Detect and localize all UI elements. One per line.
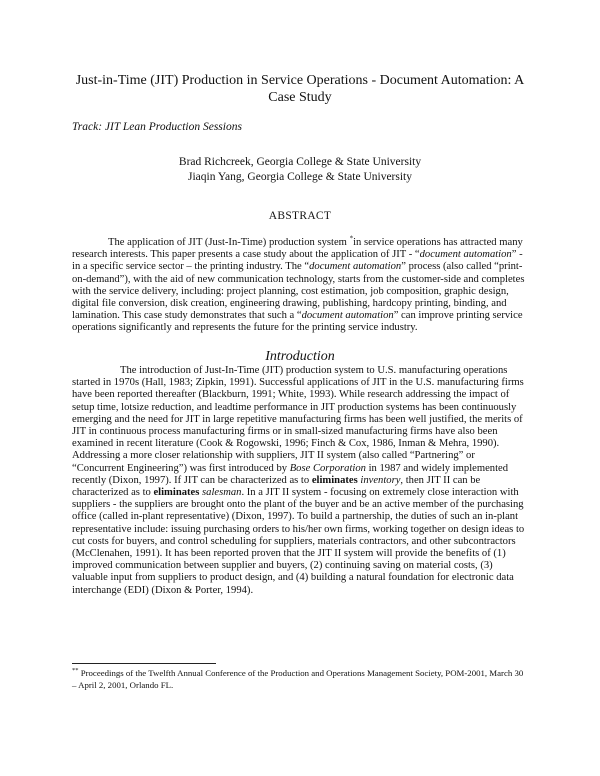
abstract-text-5: ” can improve printing service operations significantly and represents the future for the printing service industry. — [72, 310, 523, 334]
introduction-heading: Introduction — [265, 349, 335, 364]
intro-text-4: , then JIT II can be characterized as to — [72, 474, 481, 499]
footnote-divider — [72, 663, 216, 664]
author-line-1: Brad Richcreek, Georgia College & State University — [178, 156, 422, 168]
intro-emphasis-salesman: salesman — [202, 487, 242, 499]
intro-text-2: in 1987 and widely implemented recently (Dixon, 1997). If JIT can be characterized as to — [72, 462, 509, 486]
abstract-paragraph — [72, 234, 528, 335]
author-block — [72, 155, 528, 185]
abstract-emphasis-1: document automation — [419, 249, 512, 261]
author-line-2: Jiaqin Yang, Georgia College & State University — [187, 171, 412, 183]
introduction-paragraph — [72, 365, 528, 597]
abstract-text-3: ” - in a specific service sector – the printing industry. The “ — [72, 249, 523, 273]
track-label: Track: JIT Lean Production Sessions — [72, 121, 242, 133]
abstract-text-2: in service operations has attracted many research interests. This paper presents a case study about the application of JIT - “ — [72, 237, 523, 261]
intro-text-6: . In a JIT II system - focusing on extremely close interaction with suppliers - the suppliers are brought onto the plant of the buyer and be an active member of the purchasing office (called in-plant representative) (Dixon, 1997). To build a partnership, the duties of such an in-plant representative include: issuing purchasing orders to his/her own firms, working together on design ideas to cut costs for buyers, and control scheduling for suppliers, materials contractors, and other subcontractors (McClenahen, 1991). It has been reported proven that the JIT II system will provide the benefits of (1) improved communication between supplier and buyers, (2) continuing saving on material costs, (3) valuable input from suppliers to product design, and (4) building a natural foundation for electronic data interchange (EDI) (Dixon & Porter, 1994). — [72, 487, 525, 596]
intro-emphasis-bose: Bose Corporation — [289, 462, 366, 474]
intro-emphasis-inventory: inventory — [360, 474, 401, 486]
intro-text-1: The introduction of Just-In-Time (JIT) production system to U.S. manufacturing operations started in 1970s (Hall, 1983; Zipkin, 1991). Successful applications of JIT in the U.S. manufacturing firms have been reported thereafter (Blackburn, 1991; White, 1993). While research addressing the impact of setup time, lotsize reduction, and leadtime performance in JIT production systems has been continuously emerging and the need for JIT in large repetitive manufacturing firms has been well justified, the merits of JIT in continuous process manufacturing firms or in small-sized manufacturing firms have also been examined in recent literature (Cook & Rogowski, 1996; Finch & Cox, 1986, Inman & Mehra, 1990). Addressing a more closer relationship with suppliers, JIT II system (also called “Partnering” or “Concurrent Engineering”) was first introduced by — [72, 365, 524, 474]
intro-bold-eliminates-1: eliminates — [311, 474, 358, 486]
abstract-footnote-mark: * — [349, 234, 354, 243]
abstract-emphasis-2: document automation — [309, 261, 402, 273]
footnote-mark: ** — [72, 667, 79, 675]
abstract-emphasis-3: document automation — [301, 310, 394, 322]
abstract-text-1: The application of JIT (Just-In-Time) production system — [108, 237, 350, 248]
footnote-text: Proceedings of the Twelfth Annual Conference of the Production and Operations Management Society, POM-2001, March 30 – April 2, 2001, Orlando FL. — [72, 668, 524, 690]
footnote — [72, 668, 528, 691]
paper-title: Just-in-Time (JIT) Production in Service Operations - Document Automation: A Case Study — [75, 73, 525, 105]
intro-bold-eliminates-2: eliminates — [153, 487, 200, 499]
abstract-heading: ABSTRACT — [268, 210, 332, 222]
abstract-text-4: ” process (also called “print-on-demand”), with the aid of new communication technology, starts from the customer-side and completes with the service delivery, including: project planning, cost estimation, job composition, graphic design, digital file conversion, disk creation, engineering drawing, publishing, hardcopy printing, binding, and lamination. This case study demonstrates that such a “ — [72, 261, 525, 322]
